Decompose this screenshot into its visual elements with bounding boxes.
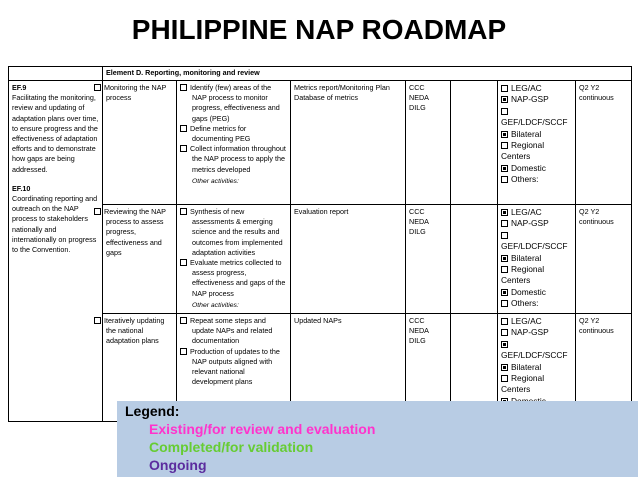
checkbox-icon	[180, 348, 187, 355]
support-item	[501, 83, 572, 94]
roadmap-table	[8, 66, 632, 422]
other-activities-label: Other activities:	[192, 177, 239, 185]
support-label: LEG/AC	[511, 83, 542, 93]
checkbox-icon	[501, 142, 508, 149]
checkbox-checked-icon	[501, 341, 508, 348]
timeline-cell: Q2 Y2 continuous	[576, 314, 632, 422]
support-cell	[498, 81, 576, 205]
support-item	[501, 253, 572, 264]
activity-text: Synthesis of new assessments & emerging science and the results and outcomes from implemented adaptation activities	[190, 207, 283, 257]
step-label: Reviewing the NAP process to assess progress, effectiveness and gaps	[104, 207, 166, 257]
support-label: NAP-GSP	[511, 94, 549, 105]
checkbox-checked-icon	[501, 209, 508, 216]
support-item	[501, 264, 572, 287]
step-label: Monitoring the NAP process	[104, 83, 167, 103]
support-label: LEG/AC	[511, 207, 542, 217]
checkbox-icon	[501, 232, 508, 239]
support-label: Bilateral	[511, 128, 542, 139]
agencies-cell: CCC NEDA DILG	[406, 81, 451, 205]
legend-title: Legend:	[125, 403, 180, 419]
checkbox-icon	[94, 208, 101, 215]
checkbox-icon	[180, 317, 187, 324]
legend-ongoing: Ongoing	[149, 457, 207, 473]
support-label: Regional Centers	[501, 373, 545, 395]
activity-item	[180, 83, 287, 124]
support-item	[501, 316, 572, 327]
checkbox-checked-icon	[501, 289, 508, 296]
outputs-cell: Evaluation report	[291, 205, 406, 314]
activity-text: Evaluate metrics collected to assess progress, effectiveness and gaps of the NAP process	[190, 258, 286, 298]
section-header: Element D. Reporting, monitoring and review	[103, 67, 632, 81]
support-label: GEF/LDCF/SCCF	[501, 350, 568, 361]
activity-item	[180, 316, 287, 347]
goal-code-ef10: EF.10	[12, 183, 31, 193]
support-label: Domestic	[511, 162, 546, 173]
checkbox-icon	[180, 84, 187, 91]
support-item	[501, 218, 572, 229]
checkbox-icon	[180, 208, 187, 215]
checkbox-icon	[94, 317, 101, 324]
support-label: Bilateral	[511, 252, 542, 263]
table-header-row	[9, 67, 632, 81]
step-cell	[103, 205, 177, 314]
support-label: GEF/LDCF/SCCF	[501, 241, 568, 252]
support-cell	[498, 205, 576, 314]
outputs-cell: Metrics report/Monitoring Plan Database of metrics	[291, 81, 406, 205]
activity-text: Collect information throughout the NAP process to apply the metrics developed	[190, 144, 286, 174]
step-cell	[103, 81, 177, 205]
support-label: Others:	[511, 298, 539, 309]
activity-text: Identify (few) areas of the NAP process to monitor progress, effectiveness and gaps (PEG)	[190, 83, 280, 123]
support-item	[501, 94, 572, 105]
legend-box	[117, 401, 638, 477]
header-blank-cell	[9, 67, 103, 81]
support-item	[501, 373, 572, 396]
outputs-cell: Updated NAPs	[291, 314, 406, 422]
table-row	[9, 81, 632, 205]
support-label: GEF/LDCF/SCCF	[501, 117, 568, 128]
support-item	[501, 339, 572, 362]
activity-item	[180, 144, 287, 175]
checkbox-icon	[501, 300, 508, 307]
checkbox-icon	[501, 318, 508, 325]
support-item	[501, 174, 572, 185]
support-label: LEG/AC	[511, 316, 542, 327]
checkbox-checked-icon	[501, 364, 508, 371]
timeline-cell: Q2 Y2 continuous	[576, 81, 632, 205]
activity-text: Define metrics for documenting PEG	[190, 123, 251, 144]
checkbox-icon	[180, 145, 187, 152]
support-item	[501, 207, 572, 218]
activity-text: Repeat some steps and update NAPs and related documentation	[190, 316, 273, 346]
support-label: NAP-GSP	[511, 218, 549, 229]
goal-cell	[9, 81, 103, 422]
activity-item	[180, 207, 287, 258]
checkbox-checked-icon	[501, 96, 508, 103]
other-activities-label: Other activities:	[192, 301, 239, 309]
blank-cell	[451, 81, 498, 205]
checkbox-checked-icon	[501, 255, 508, 262]
checkbox-icon	[501, 329, 508, 336]
goal-code-ef9: EF.9	[12, 83, 27, 92]
timeline-cell: Q2 Y2 continuous	[576, 205, 632, 314]
support-item	[501, 230, 572, 253]
checkbox-icon	[501, 108, 508, 115]
activities-cell	[177, 81, 291, 205]
agencies-cell: CCC NEDA DILG	[406, 314, 451, 422]
activities-cell	[177, 205, 291, 314]
checkbox-checked-icon	[501, 131, 508, 138]
support-label: NAP-GSP	[511, 327, 549, 338]
checkbox-icon	[501, 176, 508, 183]
checkbox-icon	[501, 375, 508, 382]
support-label: Regional Centers	[501, 264, 545, 286]
checkbox-icon	[501, 220, 508, 227]
support-label: Regional Centers	[501, 140, 545, 162]
checkbox-icon	[501, 266, 508, 273]
support-item	[501, 106, 572, 129]
support-item	[501, 327, 572, 338]
checkbox-icon	[180, 125, 187, 132]
goal-text-ef10: Coordinating reporting and outreach on the NAP process to stakeholders nationally and internationally on progress to the Convention.	[12, 194, 98, 255]
legend-completed: Completed/for validation	[149, 439, 314, 455]
support-label: Others:	[511, 174, 539, 185]
activity-text: Production of updates to the NAP outputs aligned with relevant national development plans	[190, 346, 280, 387]
support-label: Bilateral	[511, 361, 542, 372]
table-row	[9, 205, 632, 314]
blank-cell	[451, 205, 498, 314]
page-title: PHILIPPINE NAP ROADMAP	[131, 14, 507, 45]
activity-item	[180, 124, 287, 144]
support-item	[501, 140, 572, 163]
legend-existing: Existing/for review and evaluation	[149, 421, 376, 437]
checkbox-icon	[180, 259, 187, 266]
checkbox-icon	[94, 84, 101, 91]
support-item	[501, 129, 572, 140]
support-item	[501, 287, 572, 298]
goal-text-ef9: Facilitating the monitoring, review and updating of adaptation plans over time, to ensure progress and the effectiveness of adaptation efforts and to demonstrate how gaps are being addressed.	[12, 93, 99, 174]
support-item	[501, 163, 572, 174]
support-item	[501, 362, 572, 373]
agencies-cell: CCC NEDA DILG	[406, 205, 451, 314]
step-label: Iteratively updating the national adaptation plans	[104, 316, 165, 346]
checkbox-checked-icon	[501, 165, 508, 172]
activity-item	[180, 347, 287, 388]
checkbox-icon	[501, 85, 508, 92]
support-label: Domestic	[511, 286, 546, 297]
activity-item	[180, 258, 287, 299]
support-item	[501, 298, 572, 309]
